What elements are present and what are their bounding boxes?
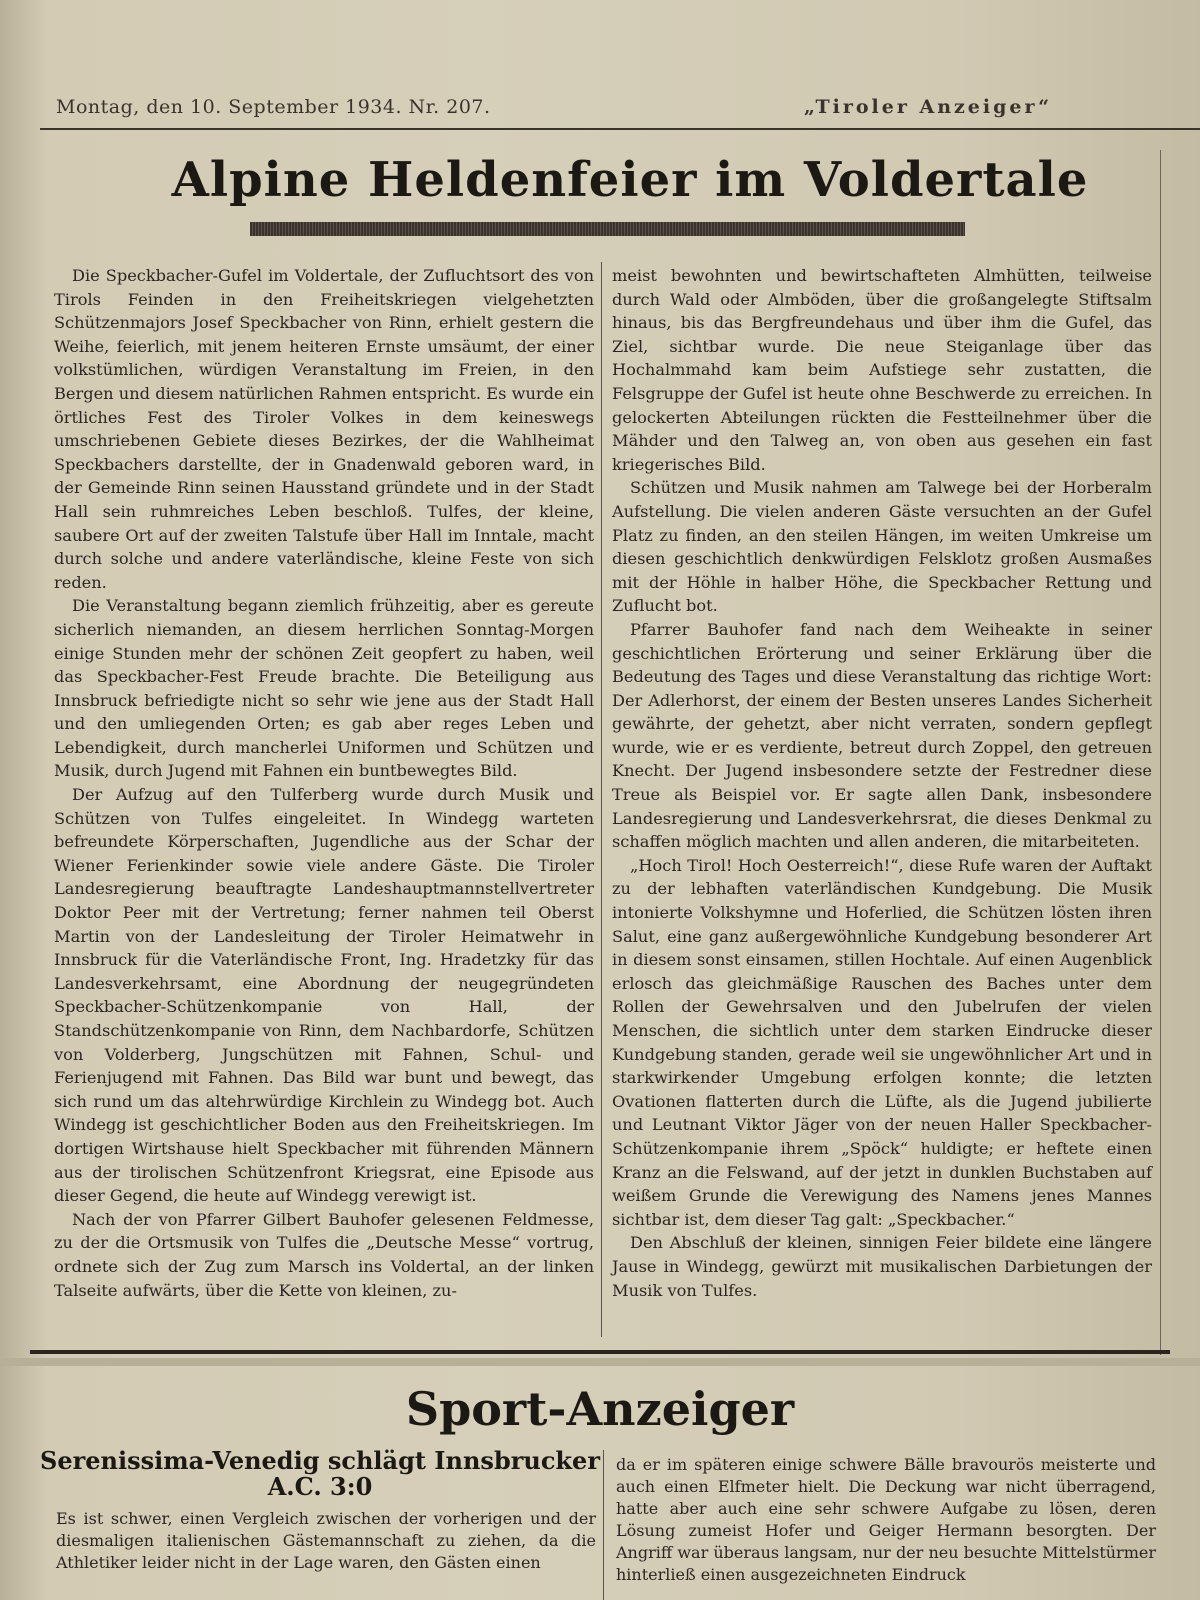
page-fold	[0, 1358, 1200, 1366]
article-paragraph: Schützen und Musik nahmen am Talwege bei der Horberalm Aufstellung. Die vielen anderen Gäste versuchten an der Gufel Platz zu finden, an den steilen Hängen, im weiten Umkreise um diesen geschichtlich denkwürdigen Felsklotz großen Ausmaßes mit der Höhle in halber Höhe, die Speckbacher Rettung und Zuflucht bot.	[612, 478, 1152, 616]
article-paragraph: Pfarrer Bauhofer fand nach dem Weiheakte in seiner geschichtlichen Erörterung und seiner Erklärung über die Bedeutung des Tages und diese Veranstaltung das richtige Wort: Der Adlerhorst, der einem der Besten unseres Landes Sicherheit gewährte, der gehetzt, aber nicht verraten, sondern gepflegt wurde, wie er es verdiente, betreut durch Zoppel, den getreuen Knecht. Der Jugend insbesondere setzte der Festredner diese Treue als Beispiel vor. Er sagte allen Dank, insbesondere Landesregierung und Landesverkehrsrat, die dieses Denkmal zu schaffen möglich machten und allen anderen, die mitarbeiteten.	[612, 619, 1152, 852]
article-title: Alpine Heldenfeier im Voldertale	[171, 152, 1089, 208]
article-column-right	[612, 264, 1152, 1302]
section-rule	[30, 1350, 1170, 1354]
article-paragraph: Den Abschluß der kleinen, sinnigen Feier bildete eine längere Jause in Windegg, gewürzt mit musikalischen Darbietungen der Musik von Tulfes.	[612, 1233, 1152, 1300]
article-paragraph: „Hoch Tirol! Hoch Oesterreich!“, diese Rufe waren der Auftakt zu der lebhaften vaterländischen Kundgebung. Die Musik intonierte Volkshymne und Hoferlied, die Schützen lösten ihren Salut, eine ganz außergewöhnliche Kundgebung besonderer Art in diesem sonst einsamen, stillen Hochtale. Auf einen Augenblick erlosch das gleichmäßige Rauschen des Baches unter dem Rollen der Gewehrsalven und den Jubelrufen der vielen Menschen, die sichtlich unter dem starken Eindrucke dieser Kundgebung standen, gerade weil sie ungewöhnlicher Art und in starkwirkender Umgebung erfolgen konnte; die letzten Ovationen flatterten durch die Lüfte, als die Jugend jubilierte und Leutnant Viktor Jäger von der neuen Haller Speckbacher-Schützenkompanie ihrem „Spöck“ huldigte; er heftete einen Kranz an die Felswand, auf der jetzt in dunklen Buchstaben auf weißem Grunde die Verewigung des Namens jenes Mannes sichtbar ist, dem dieser Tag galt: „Speckbacher.“	[612, 855, 1152, 1229]
issue-date: Montag, den 10. September 1934. Nr. 207.	[56, 96, 491, 118]
article-paragraph: meist bewohnten und bewirtschafteten Almhütten, teilweise durch Wald oder Almböden, über die großangelegte Stiftsalm hinaus, bis das Bergfreundehaus und über ihm die Gufel, das Ziel, sichtbar wurde. Die neue Steiganlage über das Hochalmmahd kam beim Aufstiege sehr zustatten, die Felsgruppe der Gufel ist heute ohne Beschwerde zu erreichen. In gelockerten Abteilungen rückten die Festteilnehmer über die Mähder und den Talweg an, von oben aus gesehen ein fast kriegerisches Bild.	[612, 266, 1152, 474]
article-paragraph: Die Speckbacher-Gufel im Voldertale, der Zufluchtsort des von Tirols Feinden in den Freiheitskriegen vielgehetzten Schützenmajors Josef Speckbacher von Rinn, erhielt gestern die Weihe, feierlich, mit jenem heiteren Ernste umsäumt, der einer volkstümlichen, würdigen Veranstaltung im Freien, in den Bergen und diesem natürlichen Rahmen entspricht. Es wurde ein örtliches Fest des Tiroler Volkes in dem keineswegs umschriebenen Gebiete dieses Bezirkes, der die Wahlheimat Speckbachers darstellte, der in Gnadenwald geboren ward, in der Gemeinde Rinn seinen Hausstand gründete und in der Stadt Hall sein ruhmreiches Leben beschloß. Tulfes, der kleine, saubere Ort auf der zweiten Talstufe über Hall im Inntale, macht durch solche und andere vaterländische, kleine Feste von sich reden.	[54, 266, 594, 592]
article-column-left	[54, 264, 594, 1302]
header-rule	[40, 128, 1200, 130]
sport-headline	[40, 1448, 600, 1500]
article-paragraph: Der Aufzug auf den Tulferberg wurde durch Musik und Schützen von Tulfes eingeleitet. In Windegg warteten befreundete Körperschaften, Jugendliche aus der Schar der Wiener Ferienkinder sowie viele andere Gäste. Die Tiroler Landesregierung beauftragte Landeshauptmannstellvertreter Doktor Peer mit der Vertretung; ferner nahmen teil Oberst Martin von der Landesleitung der Tiroler Heimatwehr in Innsbruck für die Vaterländische Front, Ing. Hradetzky für das Landesverkehrsamt, eine Abordnung der neugegründeten Speckbacher-Schützenkompanie von Hall, der Standschützenkompanie von Rinn, dem Nachbardorfe, Schützen von Volderberg, Jungschützen mit Fahnen, Schul- und Ferienjugend mit Fahnen. Das Bild war bunt und bewegt, das sich rund um das altehrwürdige Kirchlein zu Windegg bot. Auch Windegg ist geschichtlicher Boden aus den Freiheitskriegen. Im dortigen Wirtshause hielt Speckbacher mit führenden Männern aus der tirolischen Schützenfront Kriegsrat, eine Episode aus dieser Gegend, die heute auf Windegg verewigt ist.	[54, 785, 594, 1206]
sport-column-right: da er im späteren einige schwere Bälle bravourös meisterte und auch einen Elfmeter hielt. Die Deckung war nicht überragend, hatte aber auch eine sehr schwere Aufgabe zu lösen, deren Lösung zumeist Hofer und Geiger Hermann besorgten. Der Angriff war überaus langsam, nur der neu besuchte Mittelstürmer hinterließ einen ausgezeichneten Eindruck	[616, 1455, 1156, 1584]
sport-column-left: Es ist schwer, einen Vergleich zwischen der vorherigen und der diesmaligen italienischen Gästemannschaft zu ziehen, da die Athletiker leider nicht in der Lage waren, den Gästen einen	[56, 1509, 596, 1572]
column-edge-rule	[1160, 150, 1161, 1355]
sport-headline-line1: Serenissima-Venedig schlägt Innsbrucker	[40, 1446, 600, 1475]
article-paragraph: Nach der von Pfarrer Gilbert Bauhofer gelesenen Feldmesse, zu der die Ortsmusik von Tulfes die „Deutsche Messe“ vortrug, ordnete sich der Zug zum Marsch ins Voldertal, an der linken Talseite aufwärts, über die Kette von kleinen, zu-	[54, 1209, 594, 1300]
sport-column-divider	[603, 1450, 604, 1600]
title-underline-bar	[250, 222, 965, 236]
newspaper-name: „Tiroler Anzeiger“	[804, 96, 1053, 118]
sport-section-title: Sport-Anzeiger	[405, 1382, 795, 1436]
page-header	[56, 96, 1146, 130]
sport-headline-line2: A.C. 3:0	[267, 1472, 373, 1501]
column-divider	[601, 262, 602, 1337]
article-paragraph: Die Veranstaltung begann ziemlich frühzeitig, aber es gereute sicherlich niemanden, an diesem herrlichen Sonntag-Morgen einige Stunden mehr der schönen Zeit geopfert zu haben, weil das Speckbacher-Fest Freude brachte. Die Beteiligung aus Innsbruck befriedigte nicht so sehr wie jene aus der Stadt Hall und den umliegenden Orten; es gab aber reges Leben und Lebendigkeit, durch mancherlei Uniformen und Schützen und Musik, durch Jugend mit Fahnen ein buntbewegtes Bild.	[54, 596, 594, 781]
